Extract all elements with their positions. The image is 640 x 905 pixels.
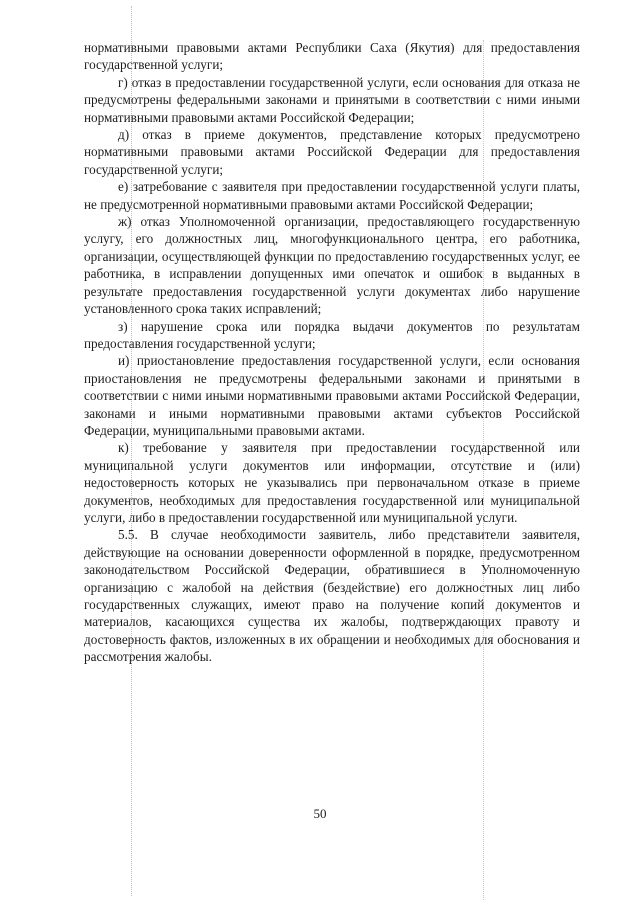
paragraph-item-k: к) требование у заявителя при предоставлении государственной или муниципальной услуги документов или информации, отсутствие и (или) недостоверность которых не указывались при первоначальном отказе в приеме документов, необходимых для предоставления государственной или муниципальной услуги, либо в предоставлении государственной или муниципальной услуги. — [84, 440, 580, 525]
page-number: 50 — [313, 806, 327, 821]
paragraph-continuation: нормативными правовыми актами Республики Саха (Якутия) для предоставления государственной услуги; — [84, 40, 580, 73]
paragraph-item-e: е) затребование с заявителя при предоставлении государственной услуги платы, не предусмотренной нормативными правовыми актами Российской Федерации; — [84, 179, 580, 212]
paragraph-item-zh: ж) отказ Уполномоченной организации, предоставляющего государственную услугу, его должностных лиц, многофункционального центра, его работника, организации, осуществляющей функции по предоставлению государственных услуг, ее работника, в исправлении допущенных ими опечаток и ошибок в выданных в результате предоставления государственной услуги документах либо нарушение установленного срока таких исправлений; — [84, 214, 580, 317]
document-body — [84, 39, 580, 666]
paragraph-item-g: г) отказ в предоставлении государственной услуги, если основания для отказа не предусмотрены федеральными законами и принятыми в соответствии с ними иными нормативными правовыми актами Российской Федерации; — [84, 74, 580, 125]
paragraph-section-5-5: 5.5. В случае необходимости заявитель, либо представители заявителя, действующие на основании доверенности оформленной в порядке, предусмотренном законодательством Российской Федерации, обратившиеся в Уполномоченную организацию с жалобой на действия (бездействие) его должностных лиц либо государственных служащих, имеют право на получение копий документов и материалов, касающихся существа их жалобы, подтверждающих правоту и достоверность фактов, изложенных в их обращении и необходимых для обоснования и рассмотрения жалобы. — [84, 527, 580, 665]
paragraph-item-i: и) приостановление предоставления государственной услуги, если основания приостановления не предусмотрены федеральными законами и принятыми в соответствии с ними иными нормативными правовыми актами Российской Федерации, законами и иными нормативными правовыми актами субъектов Российской Федерации, муниципальными правовыми актами. — [84, 353, 580, 438]
paragraph-item-z: з) нарушение срока или порядка выдачи документов по результатам предоставления государственной услуги; — [84, 318, 580, 351]
paragraph-item-d: д) отказ в приеме документов, представление которых предусмотрено нормативными правовыми актами Российской Федерации для предоставления государственной услуги; — [84, 127, 580, 177]
